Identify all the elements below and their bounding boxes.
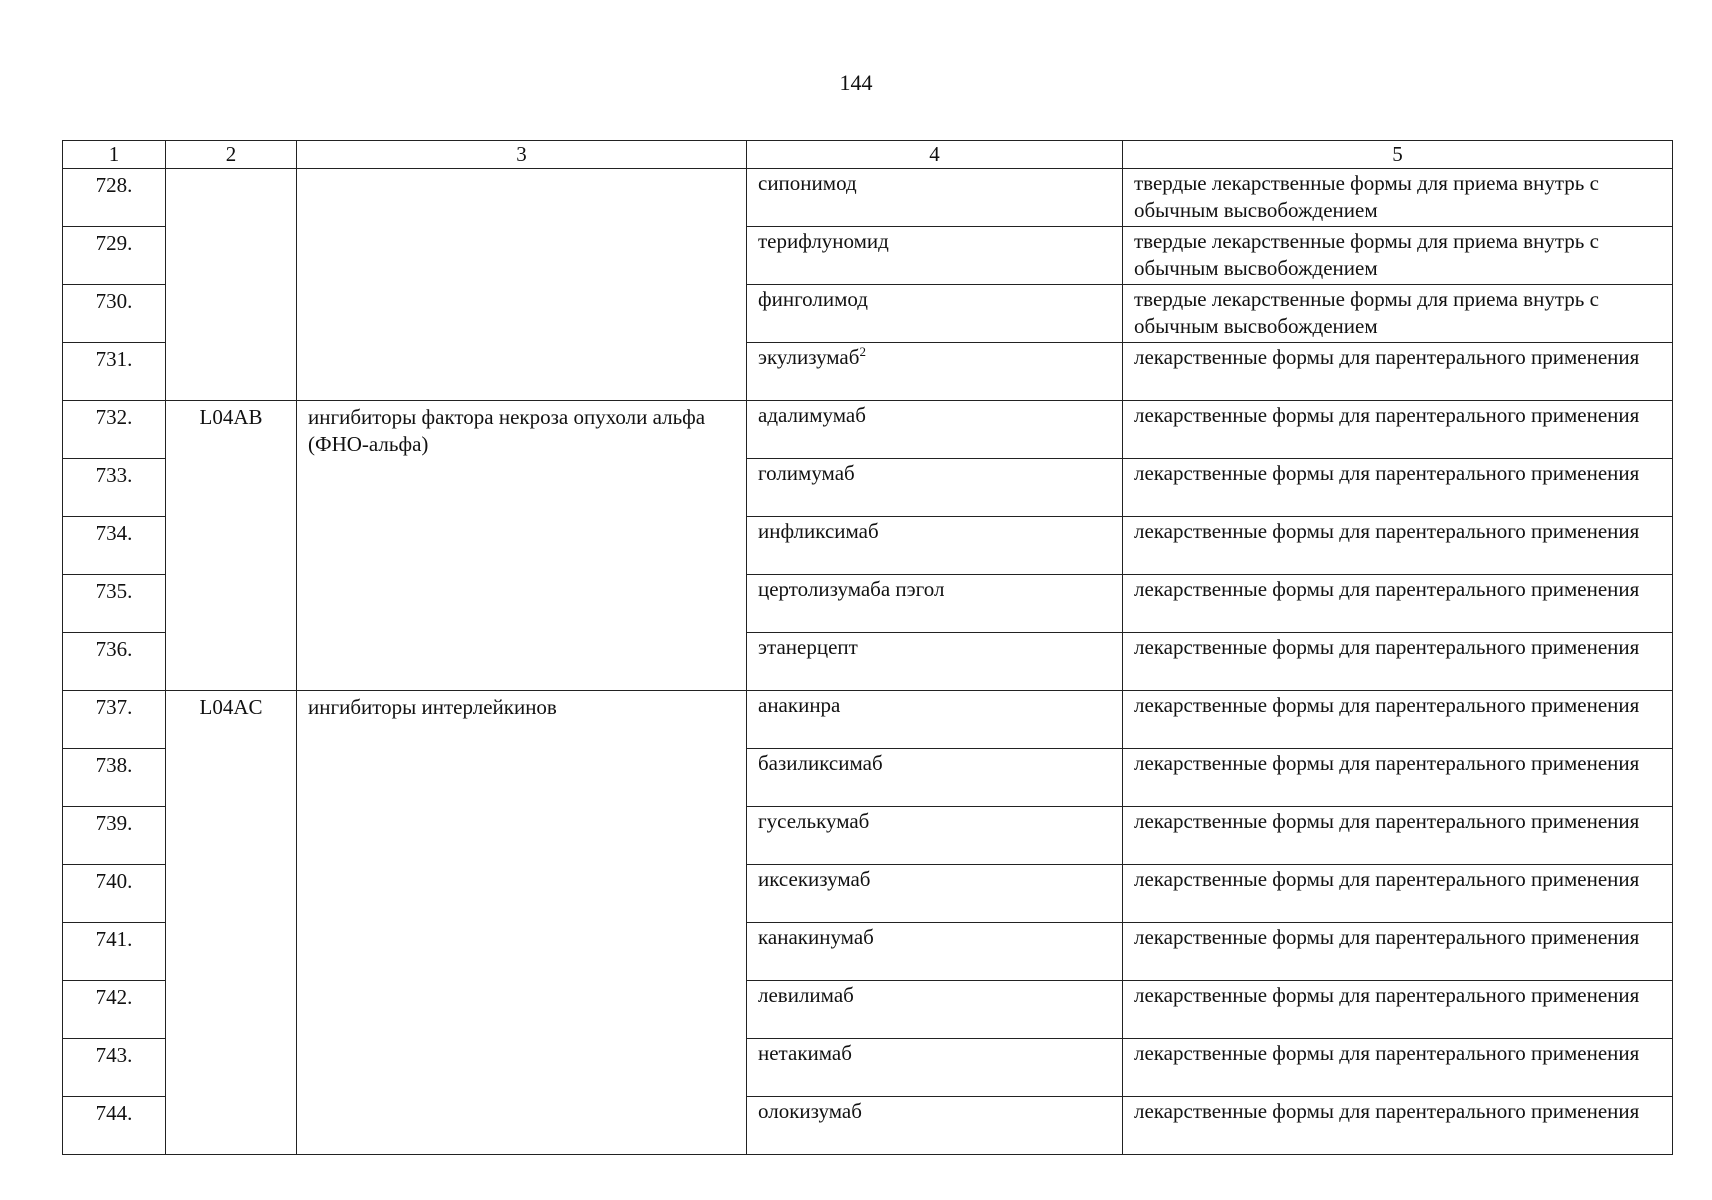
drug-name: терифлуномид [758, 229, 889, 253]
drug-name-cell [747, 1039, 1123, 1097]
drug-name-cell [747, 227, 1123, 285]
atc-code [166, 169, 297, 401]
drug-name-cell [747, 517, 1123, 575]
drug-name: гуселькумаб [758, 809, 870, 833]
drug-name-cell [747, 401, 1123, 459]
drug-name-cell [747, 575, 1123, 633]
atc-code: L04AB [166, 401, 297, 691]
dosage-form: лекарственные формы для парентерального применения [1123, 865, 1673, 923]
drug-table [62, 140, 1673, 1155]
header-col-3: 3 [297, 141, 747, 169]
drug-name-cell [747, 633, 1123, 691]
drug-name: олокизумаб [758, 1099, 862, 1123]
drug-name: голимумаб [758, 461, 855, 485]
header-col-1: 1 [63, 141, 166, 169]
dosage-form: твердые лекарственные формы для приема внутрь с обычным высвобождением [1123, 169, 1673, 227]
dosage-form: лекарственные формы для парентерального применения [1123, 749, 1673, 807]
drug-name: левилимаб [758, 983, 854, 1007]
dosage-form: лекарственные формы для парентерального применения [1123, 343, 1673, 401]
drug-name-cell [747, 169, 1123, 227]
dosage-form: лекарственные формы для парентерального применения [1123, 923, 1673, 981]
drug-name-cell [747, 807, 1123, 865]
drug-name-cell [747, 343, 1123, 401]
group-name: ингибиторы фактора некроза опухоли альфа (ФНО-альфа) [297, 401, 747, 691]
drug-name: этанерцепт [758, 635, 858, 659]
drug-name: инфликсимаб [758, 519, 879, 543]
drug-name-cell [747, 865, 1123, 923]
header-col-2: 2 [166, 141, 297, 169]
row-number: 728. [63, 169, 166, 227]
atc-code: L04AC [166, 691, 297, 1155]
drug-name-cell [747, 691, 1123, 749]
dosage-form: лекарственные формы для парентерального применения [1123, 517, 1673, 575]
dosage-form: лекарственные формы для парентерального применения [1123, 1039, 1673, 1097]
dosage-form: лекарственные формы для парентерального применения [1123, 401, 1673, 459]
dosage-form: лекарственные формы для парентерального применения [1123, 691, 1673, 749]
drug-name-cell [747, 459, 1123, 517]
row-number: 743. [63, 1039, 166, 1097]
drug-name: иксекизумаб [758, 867, 871, 891]
row-number: 744. [63, 1097, 166, 1155]
header-col-5: 5 [1123, 141, 1673, 169]
drug-name-cell [747, 749, 1123, 807]
drug-name: адалимумаб [758, 403, 866, 427]
drug-name-cell [747, 923, 1123, 981]
row-number: 736. [63, 633, 166, 691]
row-number: 738. [63, 749, 166, 807]
dosage-form: твердые лекарственные формы для приема внутрь с обычным высвобождением [1123, 285, 1673, 343]
dosage-form: твердые лекарственные формы для приема внутрь с обычным высвобождением [1123, 227, 1673, 285]
drug-name-cell [747, 981, 1123, 1039]
dosage-form: лекарственные формы для парентерального применения [1123, 1097, 1673, 1155]
drug-name: анакинра [758, 693, 841, 717]
row-number: 729. [63, 227, 166, 285]
row-number: 740. [63, 865, 166, 923]
group-name: ингибиторы интерлейкинов [297, 691, 747, 1155]
drug-name: базиликсимаб [758, 751, 883, 775]
drug-name-cell [747, 1097, 1123, 1155]
row-number: 741. [63, 923, 166, 981]
footnote-marker: 2 [859, 344, 866, 359]
drug-name: экулизумаб [758, 345, 860, 369]
drug-name: цертолизумаба пэгол [758, 577, 945, 601]
dosage-form: лекарственные формы для парентерального применения [1123, 807, 1673, 865]
header-col-4: 4 [747, 141, 1123, 169]
drug-name: финголимод [758, 287, 868, 311]
drug-name: нетакимаб [758, 1041, 852, 1065]
dosage-form: лекарственные формы для парентерального применения [1123, 981, 1673, 1039]
row-number: 735. [63, 575, 166, 633]
header-row [63, 141, 1673, 169]
row-number: 734. [63, 517, 166, 575]
row-number: 730. [63, 285, 166, 343]
row-number: 733. [63, 459, 166, 517]
dosage-form: лекарственные формы для парентерального применения [1123, 459, 1673, 517]
row-number: 737. [63, 691, 166, 749]
row-number: 739. [63, 807, 166, 865]
row-number: 731. [63, 343, 166, 401]
drug-name: сипонимод [758, 171, 857, 195]
table-row [63, 169, 1673, 227]
table-row [63, 401, 1673, 459]
drug-name-cell [747, 285, 1123, 343]
page-number: 144 [839, 70, 873, 95]
table-row [63, 691, 1673, 749]
drug-name: канакинумаб [758, 925, 874, 949]
row-number: 742. [63, 981, 166, 1039]
dosage-form: лекарственные формы для парентерального применения [1123, 633, 1673, 691]
dosage-form: лекарственные формы для парентерального применения [1123, 575, 1673, 633]
row-number: 732. [63, 401, 166, 459]
group-name [297, 169, 747, 401]
